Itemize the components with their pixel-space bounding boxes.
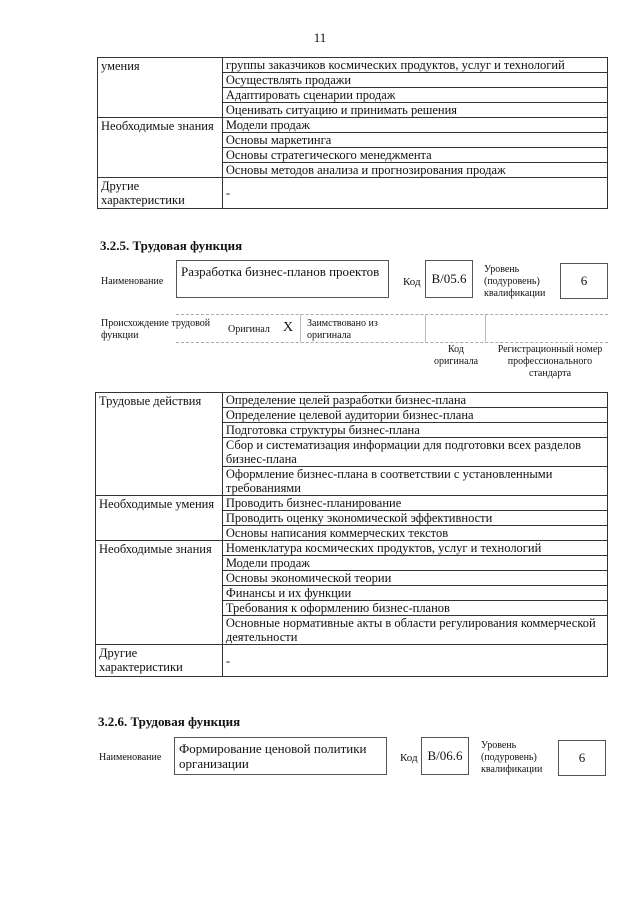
item-cell: Определение целей разработки бизнес-плана [222, 393, 607, 408]
origin-divider [425, 314, 426, 342]
item-cell: Требования к оформлению бизнес-планов [222, 601, 607, 616]
item-cell: - [222, 645, 607, 677]
table-row [98, 178, 608, 209]
code-label: Код [400, 752, 418, 764]
category-cell: Другие характеристики [98, 178, 223, 209]
item-cell: Финансы и их функции [222, 586, 607, 601]
name-label: Наименование [99, 752, 162, 763]
borrowed-label: Заимствовано из оригинала [307, 318, 378, 341]
item-cell: Номенклатура космических продуктов, услуг и технологий [222, 541, 607, 556]
category-cell: Необходимые знания [98, 118, 223, 178]
item-cell: Осуществлять продажи [222, 73, 607, 88]
category-cell: Необходимые умения [96, 496, 223, 541]
level-label: Уровень (подуровень) квалификации [481, 740, 543, 775]
section-heading: 3.2.6. Трудовая функция [98, 714, 241, 729]
reg-number-label: Регистрационный номер профессионального стандарта [497, 344, 603, 379]
origin-divider [485, 314, 486, 342]
level-box: 6 [558, 740, 606, 776]
item-cell: Основы стратегического менеджмента [222, 148, 607, 163]
item-cell: Основные нормативные акты в области регулирования коммерческой деятельности [222, 616, 607, 645]
origin-bottom-line [176, 342, 608, 343]
item-cell: Основы маркетинга [222, 133, 607, 148]
original-mark: X [283, 320, 294, 335]
item-cell: Проводить бизнес-планирование [222, 496, 607, 511]
item-cell: Основы методов анализа и прогнозирования продаж [222, 163, 607, 178]
table-labor-function-325 [95, 392, 608, 677]
level-label: Уровень (подуровень) квалификации [484, 264, 546, 299]
origin-label: Происхождение трудовой функции [101, 318, 211, 341]
origin-top-line [176, 314, 608, 315]
item-cell: Проводить оценку экономической эффективности [222, 511, 607, 526]
item-cell: Основы написания коммерческих текстов [222, 526, 607, 541]
table-row [98, 118, 608, 133]
item-cell: группы заказчиков космических продуктов, услуг и технологий [222, 58, 607, 73]
table-row [96, 496, 608, 511]
code-label: Код [403, 276, 421, 288]
category-cell: Необходимые знания [96, 541, 223, 645]
function-name-box: Разработка бизнес-планов проектов [176, 260, 389, 298]
table-row [96, 541, 608, 556]
category-cell: Другие характеристики [96, 645, 223, 677]
item-cell: Оценивать ситуацию и принимать решения [222, 103, 607, 118]
table-row [96, 645, 608, 677]
code-original-label: Код оригинала [433, 344, 479, 367]
item-cell: Модели продаж [222, 556, 607, 571]
category-cell: Трудовые действия [96, 393, 223, 496]
item-cell: Основы экономической теории [222, 571, 607, 586]
page-number: 11 [313, 30, 327, 45]
code-box: B/06.6 [421, 737, 469, 775]
item-cell: Оформление бизнес-плана в соответствии с установленными требованиями [222, 467, 607, 496]
table-skills-knowledge-1 [97, 57, 608, 209]
level-box: 6 [560, 263, 608, 299]
item-cell: Сбор и систематизация информации для подготовки всех разделов бизнес-плана [222, 438, 607, 467]
item-cell: Модели продаж [222, 118, 607, 133]
section-heading: 3.2.5. Трудовая функция [100, 238, 243, 253]
item-cell: Определение целевой аудитории бизнес-плана [222, 408, 607, 423]
code-box: B/05.6 [425, 260, 473, 298]
table-row [96, 393, 608, 408]
function-name-box: Формирование ценовой политики организации [174, 737, 387, 775]
item-cell: - [222, 178, 607, 209]
original-label: Оригинал [228, 324, 270, 335]
category-cell: умения [98, 58, 223, 118]
item-cell: Подготовка структуры бизнес-плана [222, 423, 607, 438]
item-cell: Адаптировать сценарии продаж [222, 88, 607, 103]
name-label: Наименование [101, 276, 164, 287]
origin-divider [300, 314, 301, 342]
table-row [98, 58, 608, 73]
